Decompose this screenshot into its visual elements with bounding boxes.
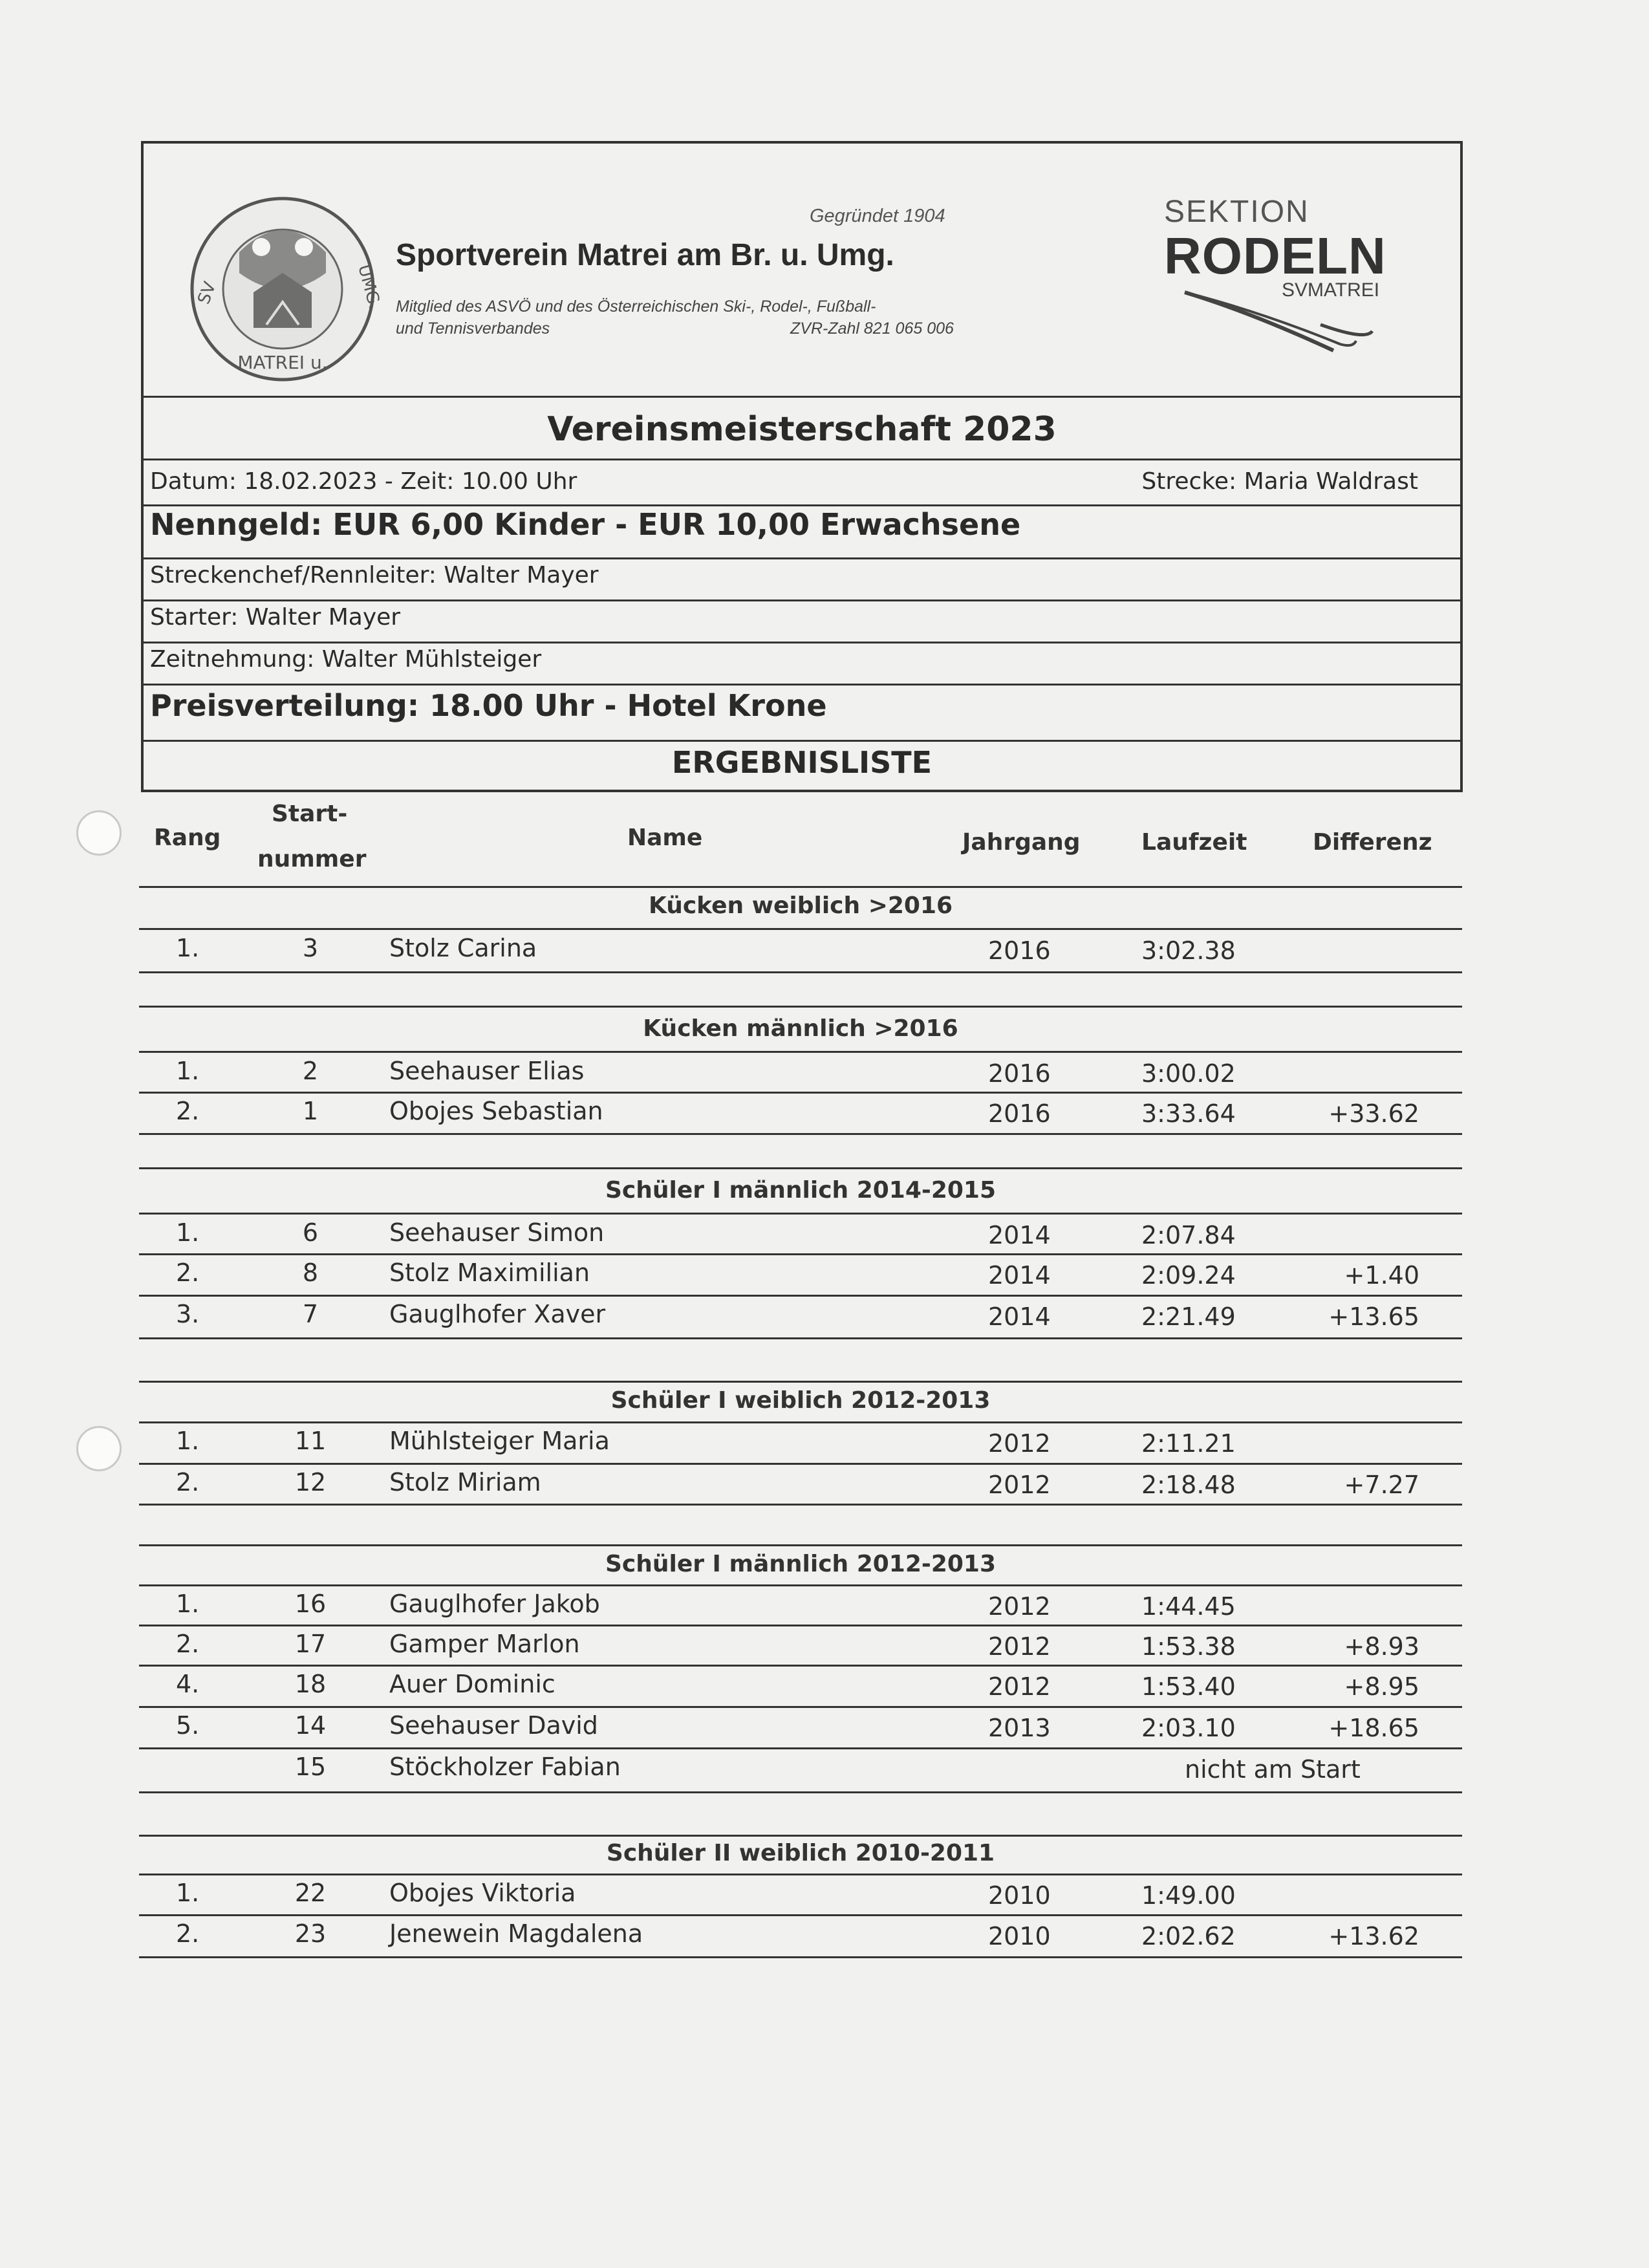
rank: 2. [176, 1919, 200, 1948]
start-number: 11 [294, 1427, 327, 1455]
category-title: Kücken männlich >2016 [643, 1015, 958, 1042]
time-difference: +8.93 [1344, 1632, 1419, 1661]
table-rule [139, 1213, 1462, 1215]
birth-year: 2014 [988, 1261, 1051, 1290]
rank: 1. [176, 1427, 200, 1455]
athlete-name: Seehauser Elias [389, 1057, 585, 1085]
rank: 1. [176, 1879, 200, 1907]
table-rule [139, 1006, 1462, 1008]
run-time: 1:44.45 [1141, 1592, 1236, 1621]
club-name: Sportverein Matrei am Br. u. Umg. [396, 238, 894, 272]
birth-year: 2013 [988, 1714, 1051, 1742]
athlete-name: Gauglhofer Jakob [389, 1590, 600, 1618]
svg-text:UMG.: UMG. [354, 263, 385, 312]
course-chief: Streckenchef/Rennleiter: Walter Mayer [150, 562, 599, 589]
rank: 1. [176, 934, 200, 962]
rank: 1. [176, 1218, 200, 1247]
table-rule [139, 1625, 1462, 1626]
athlete-name: Gamper Marlon [389, 1630, 580, 1658]
birth-year: 2012 [988, 1592, 1051, 1621]
course: Strecke: Maria Waldrast [1141, 468, 1418, 495]
start-number: 15 [294, 1753, 327, 1781]
athlete-name: Stöckholzer Fabian [389, 1753, 621, 1781]
entry-fee: Nenngeld: EUR 6,00 Kinder - EUR 10,00 Erwachsene [150, 507, 1021, 542]
table-rule [139, 886, 1462, 888]
time-difference: +8.95 [1344, 1672, 1419, 1701]
table-rule [139, 1051, 1462, 1053]
run-time: 3:02.38 [1141, 936, 1236, 965]
category-title: Schüler I männlich 2012-2013 [605, 1551, 997, 1577]
birth-year: 2012 [988, 1471, 1051, 1499]
start-number: 14 [294, 1711, 327, 1740]
rodeln-wordmark: RODELN [1164, 227, 1386, 285]
rank: 2. [176, 1630, 200, 1658]
category-title: Kücken weiblich >2016 [648, 892, 953, 919]
start-number: 8 [302, 1258, 319, 1287]
run-time: 3:00.02 [1141, 1059, 1236, 1088]
column-header-laufzeit: Laufzeit [1141, 829, 1247, 856]
divider [144, 642, 1460, 643]
start-number: 3 [302, 934, 319, 962]
results-heading: ERGEBNISLISTE [671, 745, 932, 780]
rank: 1. [176, 1590, 200, 1618]
start-number: 1 [302, 1097, 319, 1125]
time-difference: +33.62 [1328, 1099, 1419, 1128]
rank: 2. [176, 1097, 200, 1125]
rank: 3. [176, 1300, 200, 1328]
run-time: 3:33.64 [1141, 1099, 1236, 1128]
time-difference: +1.40 [1344, 1261, 1419, 1290]
membership-note: Mitglied des ASVÖ und des Österreichischen Ski-, Rodel-, Fußball- [396, 297, 876, 316]
table-rule [139, 1791, 1462, 1793]
birth-year: 2012 [988, 1672, 1051, 1701]
start-number: 12 [294, 1468, 327, 1496]
run-time: 1:53.38 [1141, 1632, 1236, 1661]
start-number: 17 [294, 1630, 327, 1658]
punch-hole [76, 810, 122, 856]
start-number: 2 [302, 1057, 319, 1085]
birth-year: 2010 [988, 1881, 1051, 1910]
time-difference: +18.65 [1328, 1714, 1419, 1742]
sv-matrei-label: SVMATREI [1282, 279, 1380, 301]
document-title: Vereinsmeisterschaft 2023 [547, 410, 1057, 449]
birth-year: 2016 [988, 1059, 1051, 1088]
time-difference: +13.62 [1328, 1922, 1419, 1950]
membership-note-cont: und Tennisverbandes [396, 319, 550, 338]
athlete-name: Mühlsteiger Maria [389, 1427, 610, 1455]
run-time: 2:03.10 [1141, 1714, 1236, 1742]
athlete-name: Stolz Maximilian [389, 1258, 590, 1287]
column-header-start: Start- [272, 801, 348, 827]
rank: 2. [176, 1258, 200, 1287]
table-rule [139, 1253, 1462, 1255]
divider [144, 504, 1460, 506]
birth-year: 2014 [988, 1221, 1051, 1249]
time-difference: +13.65 [1328, 1302, 1419, 1331]
table-rule [139, 1092, 1462, 1094]
category-title: Schüler I weiblich 2012-2013 [610, 1387, 991, 1414]
start-number: 23 [294, 1919, 327, 1948]
birth-year: 2012 [988, 1632, 1051, 1661]
table-rule [139, 1421, 1462, 1423]
start-number: 7 [302, 1300, 319, 1328]
run-time: 2:11.21 [1141, 1429, 1236, 1458]
table-rule [139, 971, 1462, 973]
founded-year: Gegründet 1904 [810, 206, 945, 226]
column-header-jahrgang: Jahrgang [962, 829, 1081, 856]
athlete-name: Auer Dominic [389, 1670, 555, 1698]
did-not-start-note: nicht am Start [1185, 1755, 1361, 1784]
zvr-number: ZVR-Zahl 821 065 006 [790, 319, 954, 338]
table-rule [139, 1747, 1462, 1749]
birth-year: 2016 [988, 1099, 1051, 1128]
svg-text:MATREI u.: MATREI u. [237, 352, 328, 373]
athlete-name: Jenewein Magdalena [389, 1919, 643, 1948]
table-rule [139, 1956, 1462, 1958]
start-number: 18 [294, 1670, 327, 1698]
birth-year: 2010 [988, 1922, 1051, 1950]
birth-year: 2016 [988, 936, 1051, 965]
table-rule [139, 1133, 1462, 1135]
table-rule [139, 1295, 1462, 1297]
table-rule [139, 1504, 1462, 1506]
run-time: 2:18.48 [1141, 1471, 1236, 1499]
athlete-name: Obojes Sebastian [389, 1097, 603, 1125]
start-number: 6 [302, 1218, 319, 1247]
run-time: 2:07.84 [1141, 1221, 1236, 1249]
start-number: 16 [294, 1590, 327, 1618]
table-rule [139, 1337, 1462, 1339]
divider [144, 684, 1460, 686]
birth-year: 2014 [988, 1302, 1051, 1331]
divider [144, 459, 1460, 460]
run-time: 2:02.62 [1141, 1922, 1236, 1950]
athlete-name: Gauglhofer Xaver [389, 1300, 606, 1328]
sektion-label: SEKTION [1164, 195, 1310, 229]
athlete-name: Obojes Viktoria [389, 1879, 576, 1907]
table-rule [139, 1584, 1462, 1586]
athlete-name: Stolz Miriam [389, 1468, 541, 1496]
divider [144, 740, 1460, 742]
table-rule [139, 1381, 1462, 1383]
table-rule [139, 1665, 1462, 1667]
column-header-rang: Rang [154, 825, 221, 851]
time-difference: +7.27 [1344, 1471, 1419, 1499]
category-title: Schüler I männlich 2014-2015 [605, 1177, 997, 1204]
athlete-name: Stolz Carina [389, 934, 537, 962]
rank: 5. [176, 1711, 200, 1740]
svg-text:SV: SV [194, 279, 221, 307]
award-ceremony: Preisverteilung: 18.00 Uhr - Hotel Krone [150, 688, 827, 723]
date-time: Datum: 18.02.2023 - Zeit: 10.00 Uhr [150, 468, 577, 495]
column-header-name: Name [627, 825, 703, 851]
table-rule [139, 1914, 1462, 1916]
athlete-name: Seehauser David [389, 1711, 598, 1740]
starter: Starter: Walter Mayer [150, 604, 401, 631]
rank: 4. [176, 1670, 200, 1698]
run-time: 1:49.00 [1141, 1881, 1236, 1910]
timekeeping: Zeitnehmung: Walter Mühlsteiger [150, 646, 542, 673]
column-header-start-cont: nummer [257, 846, 367, 872]
table-rule [139, 1874, 1462, 1875]
divider [144, 599, 1460, 601]
punch-hole [76, 1426, 122, 1471]
start-number: 22 [294, 1879, 327, 1907]
divider [144, 557, 1460, 559]
table-rule [139, 1463, 1462, 1465]
table-rule [139, 1167, 1462, 1169]
header-box [141, 141, 1463, 792]
run-time: 1:53.40 [1141, 1672, 1236, 1701]
table-rule [139, 1706, 1462, 1708]
club-emblem-logo [189, 195, 385, 383]
athlete-name: Seehauser Simon [389, 1218, 605, 1247]
divider [144, 396, 1460, 398]
run-time: 2:09.24 [1141, 1261, 1236, 1290]
rank: 1. [176, 1057, 200, 1085]
category-title: Schüler II weiblich 2010-2011 [606, 1840, 995, 1866]
table-rule [139, 1835, 1462, 1837]
column-header-differenz: Differenz [1313, 829, 1432, 856]
rank: 2. [176, 1468, 200, 1496]
table-rule [139, 928, 1462, 930]
table-rule [139, 1544, 1462, 1546]
birth-year: 2012 [988, 1429, 1051, 1458]
run-time: 2:21.49 [1141, 1302, 1236, 1331]
